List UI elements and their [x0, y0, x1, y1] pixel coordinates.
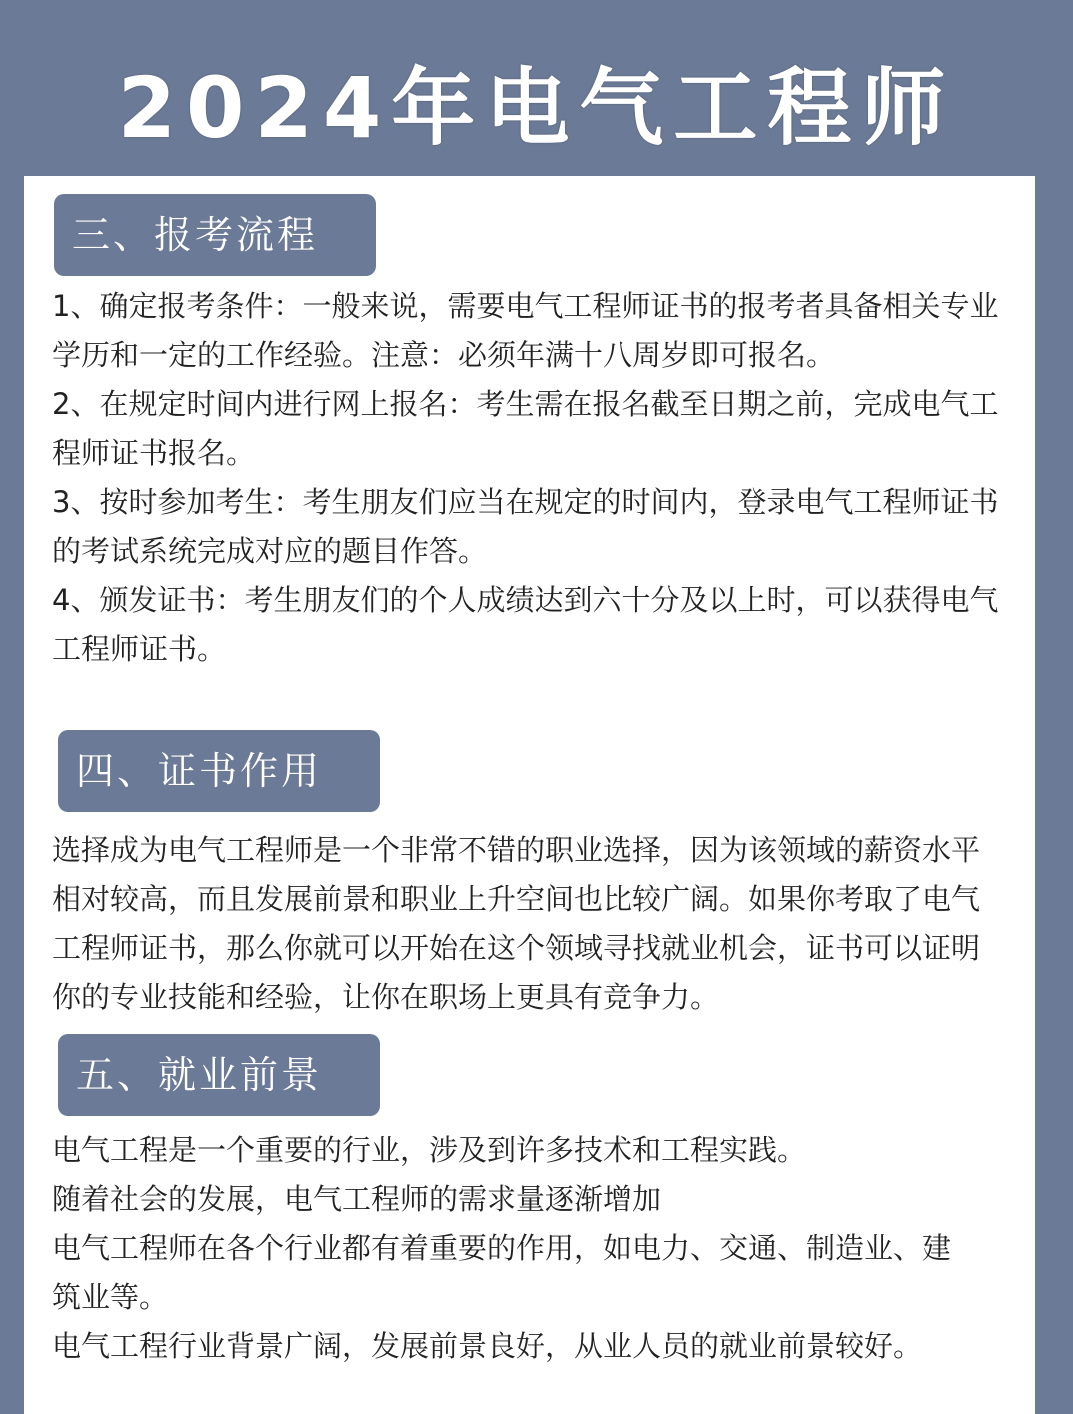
paragraph: 电气工程是一个重要的行业，涉及到许多技术和工程实践。 [52, 1133, 807, 1167]
employment-outlook-text [52, 1126, 952, 1371]
paragraph: 选择成为电气工程师是一个非常不错的职业选择，因为该领域的薪资水平相对较高，而且发展前景和职业上升空间也比较广阔。如果你考取了电气工程师证书，那么你就可以开始在这个领域寻找就业机会，证书可以证明你的专业技能和经验，让你在职场上更具有竞争力。 [52, 833, 981, 1014]
paragraph: 1、确定报考条件：一般来说，需要电气工程师证书的报考者具备相关专业学历和一定的工作经验。注意：必须年满十八周岁即可报名。 [52, 289, 999, 372]
paragraph: 随着社会的发展，电气工程师的需求量逐渐增加 [52, 1182, 662, 1216]
paragraph: 电气工程师在各个行业都有着重要的作用，如电力、交通、制造业、建筑业等。 [52, 1231, 952, 1314]
content-card [24, 176, 1035, 1414]
paragraph: 3、按时参加考生：考生朋友们应当在规定的时间内，登录电气工程师证书的考试系统完成对应的题目作答。 [52, 485, 999, 568]
section-header-employment-outlook: 五、就业前景 [58, 1034, 380, 1116]
section-header-registration-process: 三、报考流程 [54, 194, 376, 276]
paragraph: 4、颁发证书：考生朋友们的个人成绩达到六十分及以上时，可以获得电气工程师证书。 [52, 583, 999, 666]
paragraph: 2、在规定时间内进行网上报名：考生需在报名截至日期之前，完成电气工程师证书报名。 [52, 387, 999, 470]
page-title: 2024年电气工程师 [117, 59, 956, 157]
registration-process-text [52, 282, 1012, 674]
section-header-certificate-role: 四、证书作用 [58, 730, 380, 812]
certificate-role-text [52, 826, 982, 1041]
paragraph: 电气工程行业背景广阔，发展前景良好，从业人员的就业前景较好。 [52, 1329, 923, 1363]
